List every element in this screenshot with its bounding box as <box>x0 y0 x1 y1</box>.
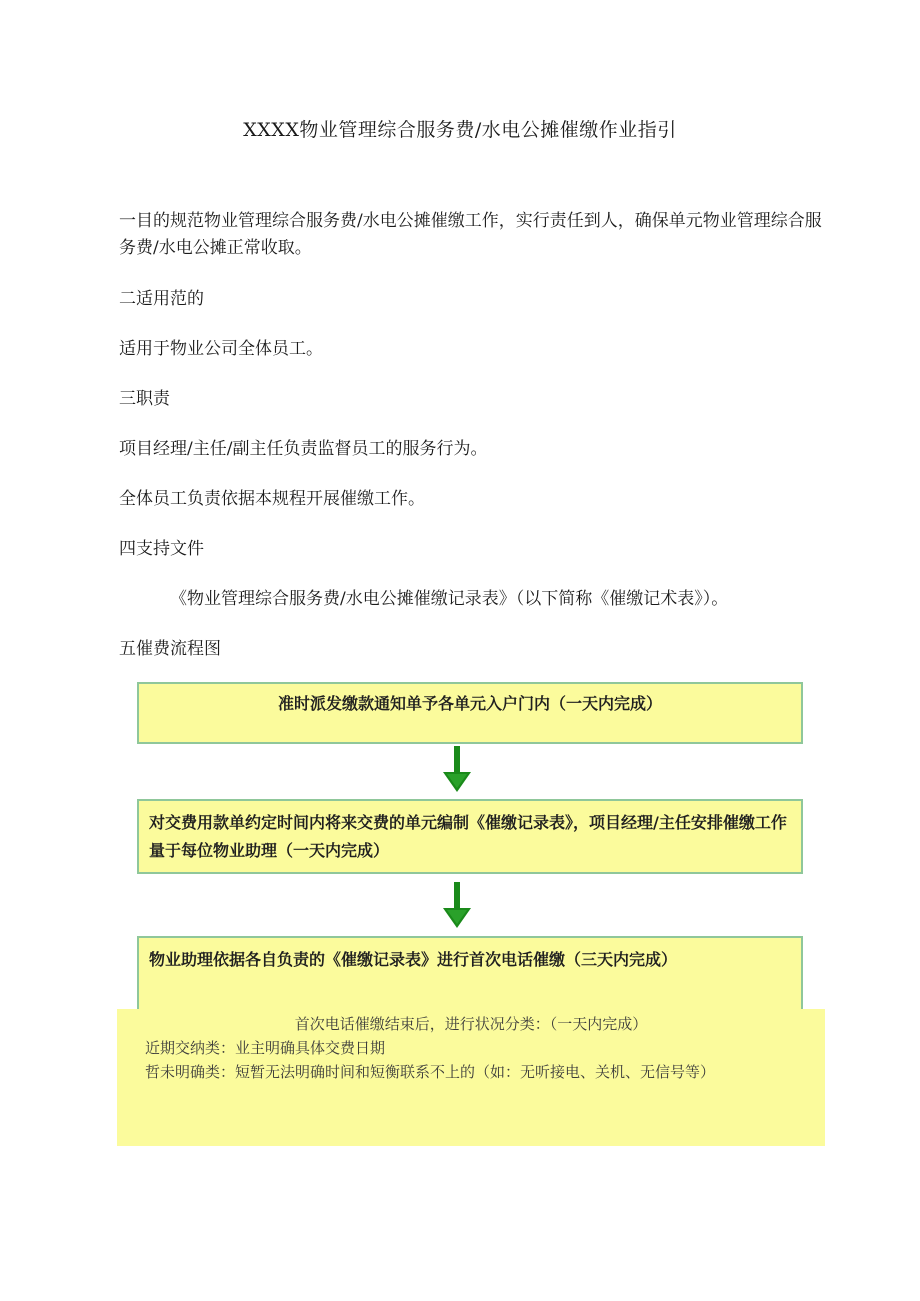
flow-step-1-text: 准时派发缴款通知单予各单元入户门内（一天内完成） <box>277 694 662 713</box>
flow-step-4 <box>117 1009 825 1146</box>
arrow-down-icon <box>441 746 473 794</box>
section-scope-heading: 二适用范的 <box>119 289 204 309</box>
flow-step-4-line-1: 近期交纳类：业主明确具体交费日期 <box>145 1039 386 1057</box>
section-duties-heading: 三职责 <box>119 389 170 409</box>
flow-step-2-text: 对交费用款单约定时间内将来交费的单元编制《催缴记录表》，项目经理/主任安排催缴工作量于每位物业助理（一天内完成） <box>149 813 787 860</box>
section-support-heading: 四支持文件 <box>119 539 204 559</box>
section-duties-text-2: 全体员工负责依据本规程开展催缴工作。 <box>119 489 425 509</box>
section-support-text: 《物业管理综合服务费/水电公摊催缴记录表》（以下简称《催缴记术表》）。 <box>170 589 729 609</box>
section-flowchart-heading: 五催费流程图 <box>119 639 221 659</box>
document-title: XXXX物业管理综合服务费/水电公摊催缴作业指引 <box>243 119 677 141</box>
flow-step-3-text: 物业助理依据各自负责的《催缴记录表》进行首次电话催缴（三天内完成） <box>149 950 678 969</box>
section-purpose: 一目的规范物业管理综合服务费/水电公摊催缴工作，实行责任到人，确保单元物业管理综合服务费/水电公摊正常收取。 <box>119 211 822 258</box>
flow-step-1 <box>137 682 803 744</box>
section-scope-text: 适用于物业公司全体员工。 <box>119 339 323 359</box>
flow-step-4-heading: 首次电话催缴结束后，进行状况分类：（一天内完成） <box>294 1015 648 1033</box>
flow-step-4-line-2: 哲未明确类：短暂无法明确时间和短衡联系不上的（如：无听接电、关机、无信号等） <box>145 1063 716 1081</box>
section-duties-text-1: 项目经理/主任/副主任负责监督员工的服务行为。 <box>119 439 488 459</box>
arrow-down-icon <box>441 882 473 930</box>
flow-step-2 <box>137 799 803 874</box>
flow-step-3 <box>137 936 803 1011</box>
